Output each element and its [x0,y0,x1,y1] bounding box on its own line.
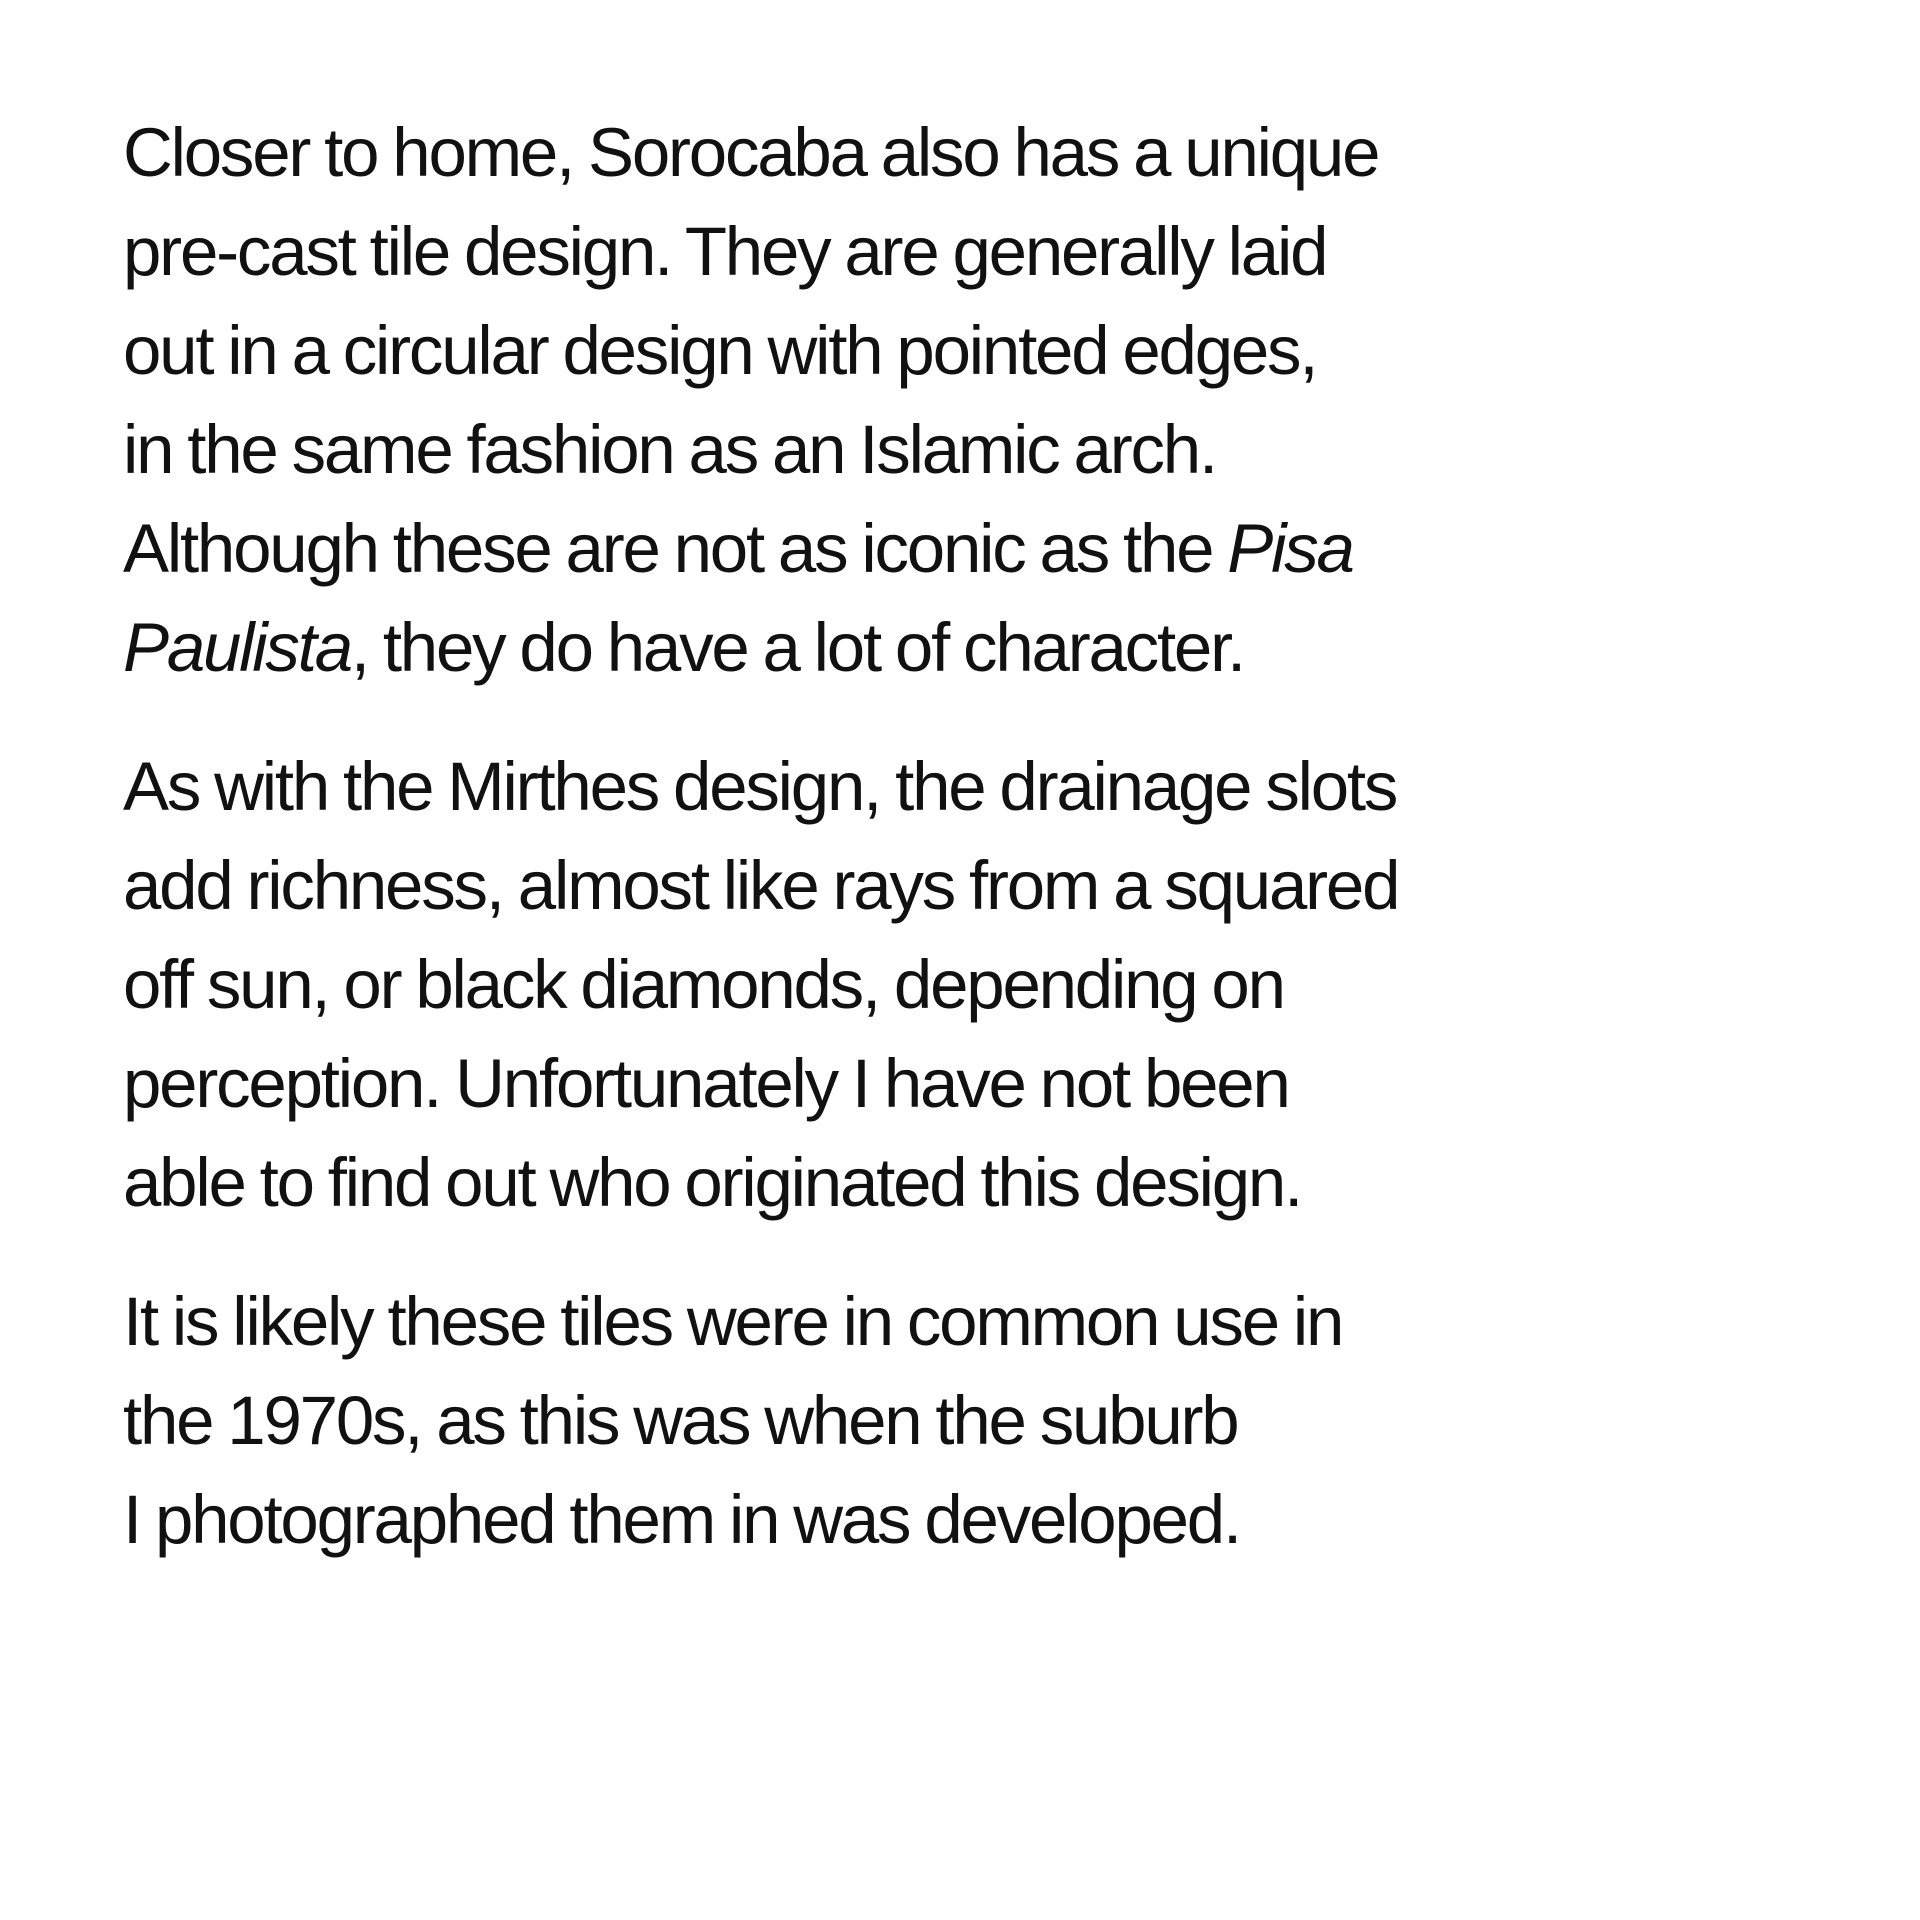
text-line: I photographed them in was developed. [123,1481,1240,1558]
italic-term: Pisa [1227,510,1353,587]
text-line: perception. Unfortunately I have not been [123,1045,1289,1122]
text-line: It is likely these tiles were in common use in [123,1283,1343,1360]
text-line: out in a circular design with pointed edges, [123,312,1317,389]
text-run: Although these are not as iconic as the [123,510,1228,587]
text-line: the 1970s, as this was when the suburb [123,1382,1238,1459]
article-text [123,103,1823,1609]
text-line: able to find out who originated this design. [123,1144,1302,1221]
text-line: off sun, or black diamonds, depending on [123,946,1284,1023]
paragraph-1 [123,103,1823,697]
text-line: Closer to home, Sorocaba also has a unique [123,114,1379,191]
text-line [123,499,1823,598]
text-run: , they do have a lot of character. [350,609,1245,686]
text-line: add richness, almost like rays from a squared [123,847,1399,924]
text-line: in the same fashion as an Islamic arch. [123,411,1216,488]
paragraph-2 [123,737,1823,1232]
text-line: pre-cast tile design. They are generally laid [123,213,1327,290]
text-line: As with the Mirthes design, the drainage slots [123,748,1397,825]
paragraph-3 [123,1272,1823,1569]
italic-term: Paulista [123,609,351,686]
text-line [123,598,1823,697]
